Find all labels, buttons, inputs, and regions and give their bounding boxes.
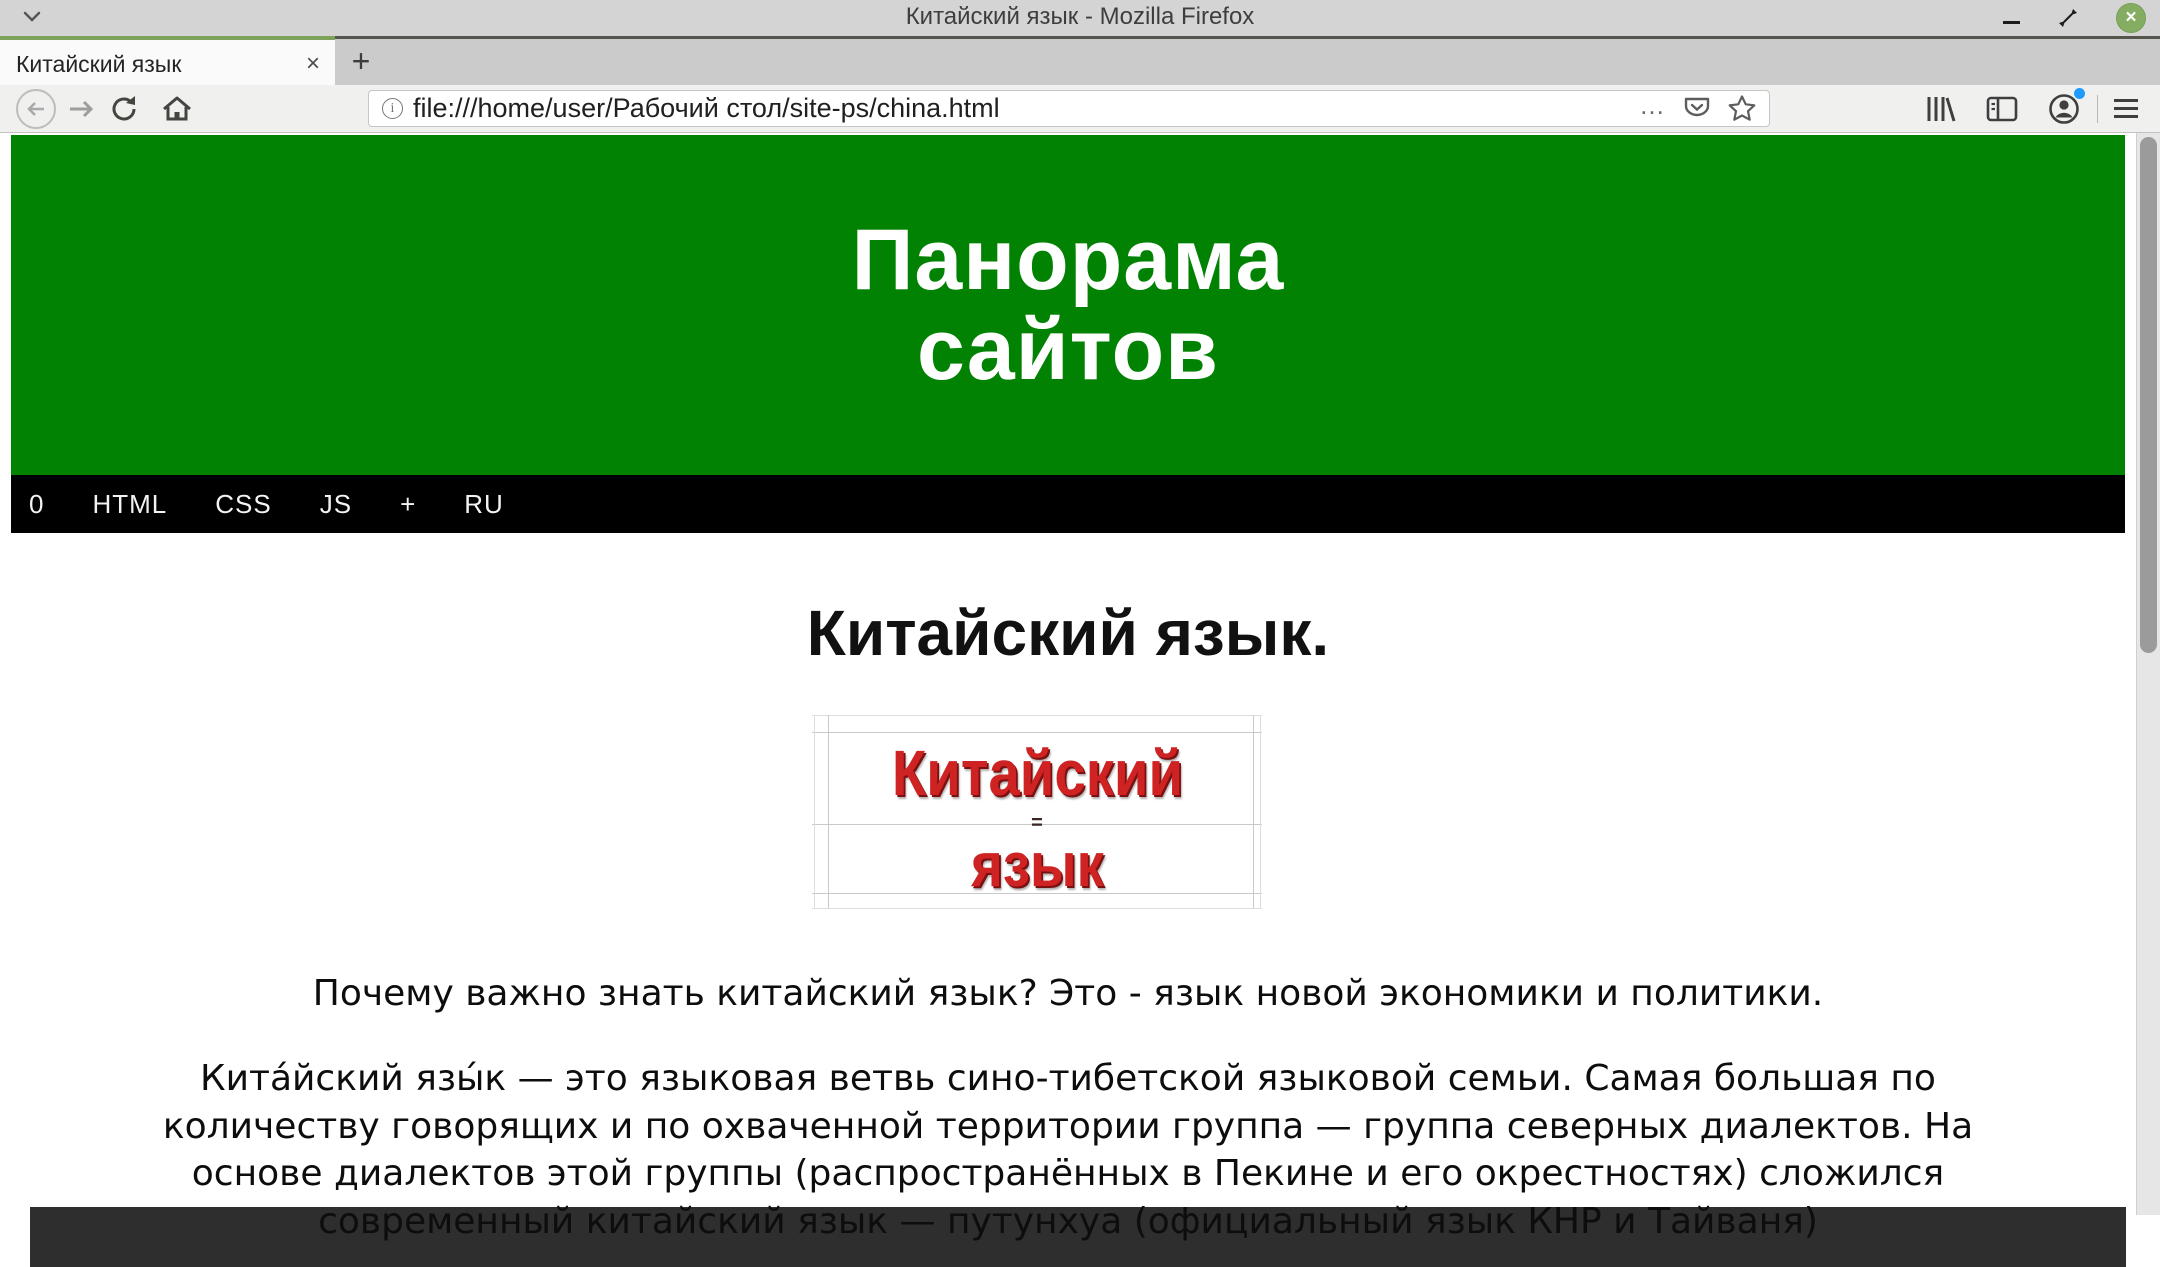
site-info-icon[interactable]: i: [382, 98, 403, 119]
china-language-image: [812, 712, 1262, 912]
toolbar-right-icons: [1923, 85, 2160, 132]
window-titlebar: [0, 0, 2160, 36]
paragraph-line: Кита́йский язы́к — это языковая ветвь сино-тибетской языковой семьи. Самая большая по: [200, 1058, 1936, 1099]
new-tab-button[interactable]: +: [351, 43, 371, 79]
reload-button[interactable]: [106, 85, 144, 132]
nav-item-ru[interactable]: RU: [464, 488, 504, 519]
back-button[interactable]: [16, 85, 56, 132]
tab-china[interactable]: [0, 36, 335, 88]
vertical-scrollbar[interactable]: [2136, 133, 2160, 1215]
forward-icon: [66, 96, 96, 122]
window-title: Китайский язык - Mozilla Firefox: [905, 3, 1255, 30]
web-page: [0, 133, 2136, 1245]
content-viewport: [0, 133, 2160, 1242]
nav-item-js[interactable]: JS: [319, 488, 353, 519]
nav-item-0[interactable]: 0: [29, 488, 45, 519]
bookmark-star-icon[interactable]: [1727, 94, 1757, 123]
menu-button[interactable]: [2114, 99, 2138, 118]
page-actions-icon[interactable]: …: [1639, 89, 1667, 120]
restore-button[interactable]: [2058, 8, 2078, 28]
paragraph-intro: Почему важно знать китайский язык? Это - язык новой экономики и политики.: [312, 973, 1824, 1014]
urlbar-actions: [1639, 89, 1757, 123]
close-button[interactable]: ×: [2116, 3, 2146, 33]
url-bar[interactable]: [368, 90, 1770, 127]
tab-close-icon[interactable]: ×: [305, 50, 320, 77]
home-button[interactable]: [158, 85, 196, 132]
navigation-toolbar: [0, 85, 2160, 133]
window-controls: [2003, 0, 2146, 36]
paragraph-line: количеству говорящих и по охваченной территории группа — группа северных диалектов. На: [162, 1105, 1974, 1147]
site-title-line1: Панорама: [851, 212, 1285, 308]
paragraph-line: современный китайский язык — путунхуа (официальный язык КНР и Тайваня): [318, 1200, 1818, 1242]
library-icon[interactable]: [1923, 93, 1957, 125]
image-word-1: Китайский: [891, 737, 1183, 809]
paragraph-line: основе диалектов этой группы (распространённых в Пекине и его окрестностях) сложился: [191, 1153, 1945, 1194]
site-header-banner: [11, 135, 2125, 475]
site-nav: [11, 475, 2125, 533]
url-text[interactable]: file:///home/user/Рабочий стол/site-ps/china.html: [413, 93, 1000, 123]
tab-strip: [0, 36, 2160, 85]
page-title: Китайский язык.: [806, 597, 1330, 669]
toolbar-divider: [2097, 95, 2098, 123]
tab-title: Китайский язык: [16, 50, 182, 77]
scrollbar-thumb[interactable]: [2140, 137, 2157, 653]
site-title-line2: сайтов: [917, 302, 1219, 398]
forward-button[interactable]: [64, 85, 98, 132]
account-button[interactable]: [2047, 92, 2081, 126]
sidebar-icon[interactable]: [1985, 94, 2019, 124]
reload-icon: [110, 94, 140, 124]
nav-item-html[interactable]: HTML: [92, 488, 168, 519]
image-equals-sign: =: [1031, 812, 1043, 834]
image-word-2: язык: [970, 831, 1104, 900]
home-icon: [161, 94, 193, 124]
back-icon: [16, 89, 56, 129]
nav-item-css[interactable]: CSS: [215, 488, 272, 519]
pocket-icon[interactable]: [1682, 95, 1712, 123]
minimize-button[interactable]: [2003, 21, 2020, 24]
paragraph-description: [10, 1055, 2126, 1245]
nav-item-plus[interactable]: +: [400, 488, 417, 519]
notification-badge: [2074, 88, 2085, 99]
